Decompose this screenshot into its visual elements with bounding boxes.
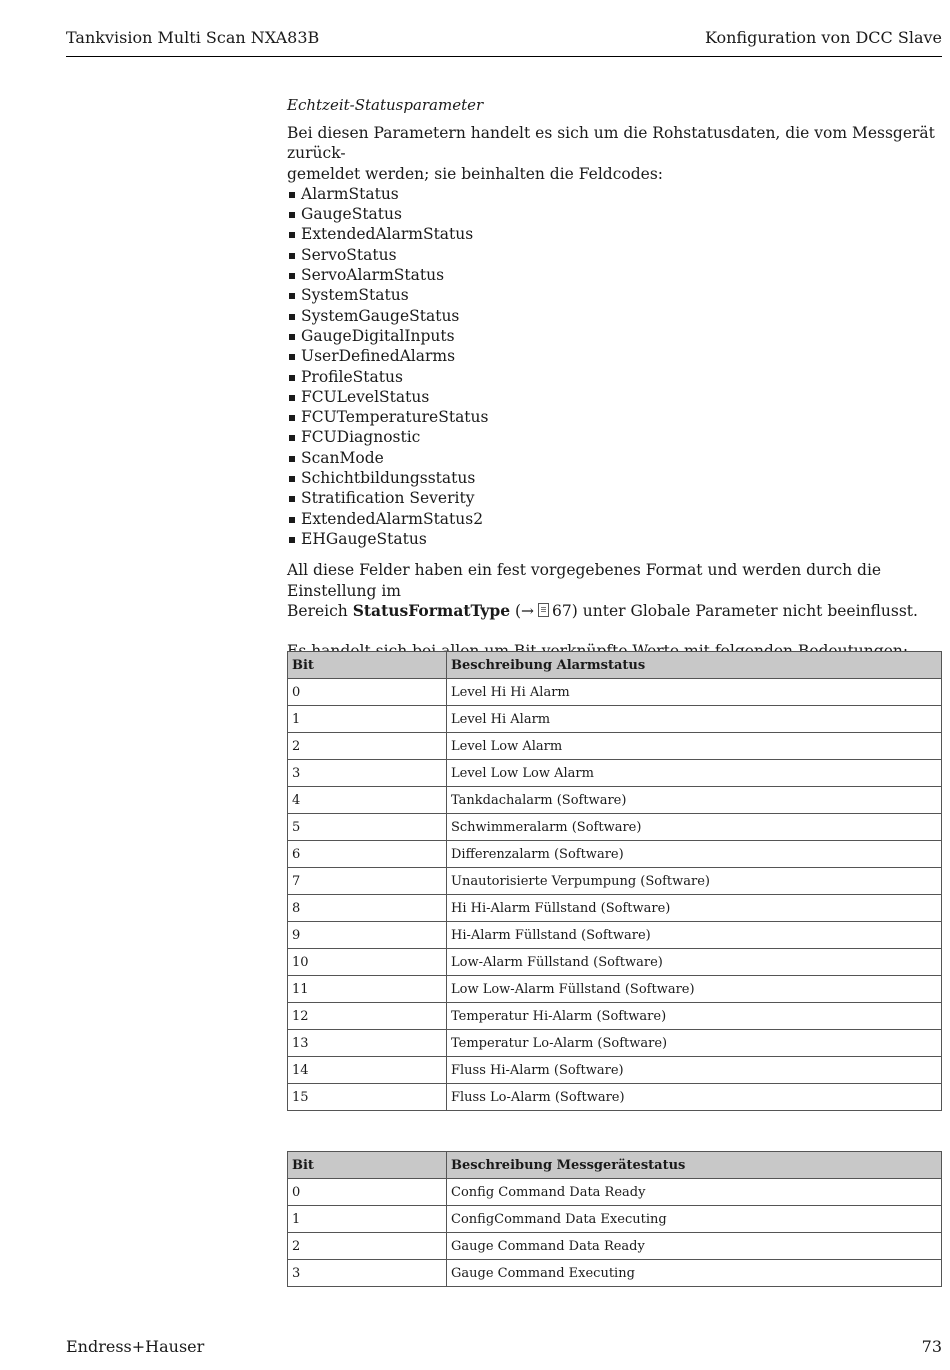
description-cell: Hi-Alarm Füllstand (Software) [447, 922, 942, 949]
bit-cell: 6 [288, 841, 447, 868]
intro-line-1: Bei diesen Parametern handelt es sich um die Rohstatusdaten, die vom Messgerät zurück- [287, 124, 935, 163]
footer-company: Endress+Hauser [66, 1337, 205, 1356]
description-cell: Low Low-Alarm Füllstand (Software) [447, 976, 942, 1003]
field-code-item: ExtendedAlarmStatus [287, 224, 942, 244]
column-header-description: Beschreibung Alarmstatus [447, 652, 942, 679]
column-header-bit: Bit [288, 652, 447, 679]
table-row [288, 922, 942, 949]
table-row [288, 1003, 942, 1030]
table-header-row [288, 1152, 942, 1179]
fields-note-pre: Bereich [287, 601, 353, 620]
bit-cell: 12 [288, 1003, 447, 1030]
field-code-item: ServoStatus [287, 245, 942, 265]
bit-cell: 0 [288, 1179, 447, 1206]
fields-note-post: unter Globale Parameter nicht beeinflusst. [577, 601, 918, 620]
table-row [288, 760, 942, 787]
table-row [288, 1206, 942, 1233]
description-cell: Level Hi Hi Alarm [447, 679, 942, 706]
table-row [288, 814, 942, 841]
table-row [288, 679, 942, 706]
field-code-item: GaugeStatus [287, 204, 942, 224]
table-row [288, 868, 942, 895]
field-code-item: FCUDiagnostic [287, 427, 942, 447]
field-code-item: ExtendedAlarmStatus2 [287, 509, 942, 529]
table-row [288, 787, 942, 814]
table-row [288, 895, 942, 922]
table-row [288, 841, 942, 868]
field-code-item: ProfileStatus [287, 367, 942, 387]
section-subheading: Echtzeit-Statusparameter [287, 96, 484, 114]
description-cell: Fluss Hi-Alarm (Software) [447, 1057, 942, 1084]
bit-cell: 7 [288, 868, 447, 895]
bit-cell: 3 [288, 760, 447, 787]
table-row [288, 706, 942, 733]
status-format-type-link[interactable]: StatusFormatType [352, 600, 511, 620]
description-cell: Gauge Command Executing [447, 1260, 942, 1287]
alarm-status-table [287, 651, 942, 1111]
bit-cell: 14 [288, 1057, 447, 1084]
description-cell: Temperatur Lo-Alarm (Software) [447, 1030, 942, 1057]
table-header-row [288, 652, 942, 679]
description-cell: Config Command Data Ready [447, 1179, 942, 1206]
table-row [288, 1030, 942, 1057]
bit-cell: 13 [288, 1030, 447, 1057]
table-row [288, 733, 942, 760]
fields-note-line-1: All diese Felder haben ein fest vorgegebenes Format und werden durch die Einstellung im [287, 561, 882, 600]
table-row [288, 1057, 942, 1084]
description-cell: Schwimmeralarm (Software) [447, 814, 942, 841]
bit-cell: 4 [288, 787, 447, 814]
bit-cell: 15 [288, 1084, 447, 1111]
table-row [288, 1179, 942, 1206]
bit-cell: 8 [288, 895, 447, 922]
bit-cell: 2 [288, 733, 447, 760]
page-number: 73 [921, 1337, 942, 1356]
main-content [287, 95, 942, 661]
field-code-item: Schichtbildungsstatus [287, 468, 942, 488]
field-code-item: EHGaugeStatus [287, 529, 942, 549]
table-row [288, 976, 942, 1003]
description-cell: Level Low Low Alarm [447, 760, 942, 787]
bit-cell: 0 [288, 679, 447, 706]
document-title: Tankvision Multi Scan NXA83B [66, 28, 320, 47]
bit-cell: 10 [288, 949, 447, 976]
cross-ref-arrow: (→ [515, 601, 535, 620]
column-header-bit: Bit [288, 1152, 447, 1179]
description-cell: Differenzalarm (Software) [447, 841, 942, 868]
bit-cell: 5 [288, 814, 447, 841]
cross-ref-page[interactable]: 67) [552, 601, 578, 620]
gauge-status-table [287, 1151, 942, 1287]
field-code-item: AlarmStatus [287, 184, 942, 204]
field-code-item: FCULevelStatus [287, 387, 942, 407]
intro-line-2: gemeldet werden; sie beinhalten die Feldcodes: [287, 164, 664, 183]
field-code-item: FCUTemperatureStatus [287, 407, 942, 427]
description-cell: Hi Hi-Alarm Füllstand (Software) [447, 895, 942, 922]
description-cell: ConfigCommand Data Executing [447, 1206, 942, 1233]
table-row [288, 949, 942, 976]
description-cell: Tankdachalarm (Software) [447, 787, 942, 814]
table-row [288, 1260, 942, 1287]
description-cell: Low-Alarm Füllstand (Software) [447, 949, 942, 976]
field-code-item: ServoAlarmStatus [287, 265, 942, 285]
field-code-item: UserDefinedAlarms [287, 346, 942, 366]
fields-note [287, 560, 942, 621]
table-row [288, 1084, 942, 1111]
field-code-item: SystemStatus [287, 285, 942, 305]
description-cell: Level Low Alarm [447, 733, 942, 760]
page-reference-icon [538, 603, 549, 617]
bit-cell: 1 [288, 706, 447, 733]
chapter-title: Konfiguration von DCC Slave [704, 28, 942, 47]
bit-cell: 1 [288, 1206, 447, 1233]
bit-cell: 3 [288, 1260, 447, 1287]
bit-cell: 2 [288, 1233, 447, 1260]
description-cell: Level Hi Alarm [447, 706, 942, 733]
description-cell: Temperatur Hi-Alarm (Software) [447, 1003, 942, 1030]
description-cell: Unautorisierte Verpumpung (Software) [447, 868, 942, 895]
intro-paragraph [287, 123, 942, 184]
page-header [66, 28, 942, 57]
field-code-item: GaugeDigitalInputs [287, 326, 942, 346]
description-cell: Gauge Command Data Ready [447, 1233, 942, 1260]
field-code-item: Stratification Severity [287, 488, 942, 508]
field-code-item: SystemGaugeStatus [287, 306, 942, 326]
description-cell: Fluss Lo-Alarm (Software) [447, 1084, 942, 1111]
field-code-list [287, 184, 942, 549]
column-header-description: Beschreibung Messgerätestatus [447, 1152, 942, 1179]
bit-cell: 9 [288, 922, 447, 949]
table-row [288, 1233, 942, 1260]
field-code-item: ScanMode [287, 448, 942, 468]
bit-cell: 11 [288, 976, 447, 1003]
